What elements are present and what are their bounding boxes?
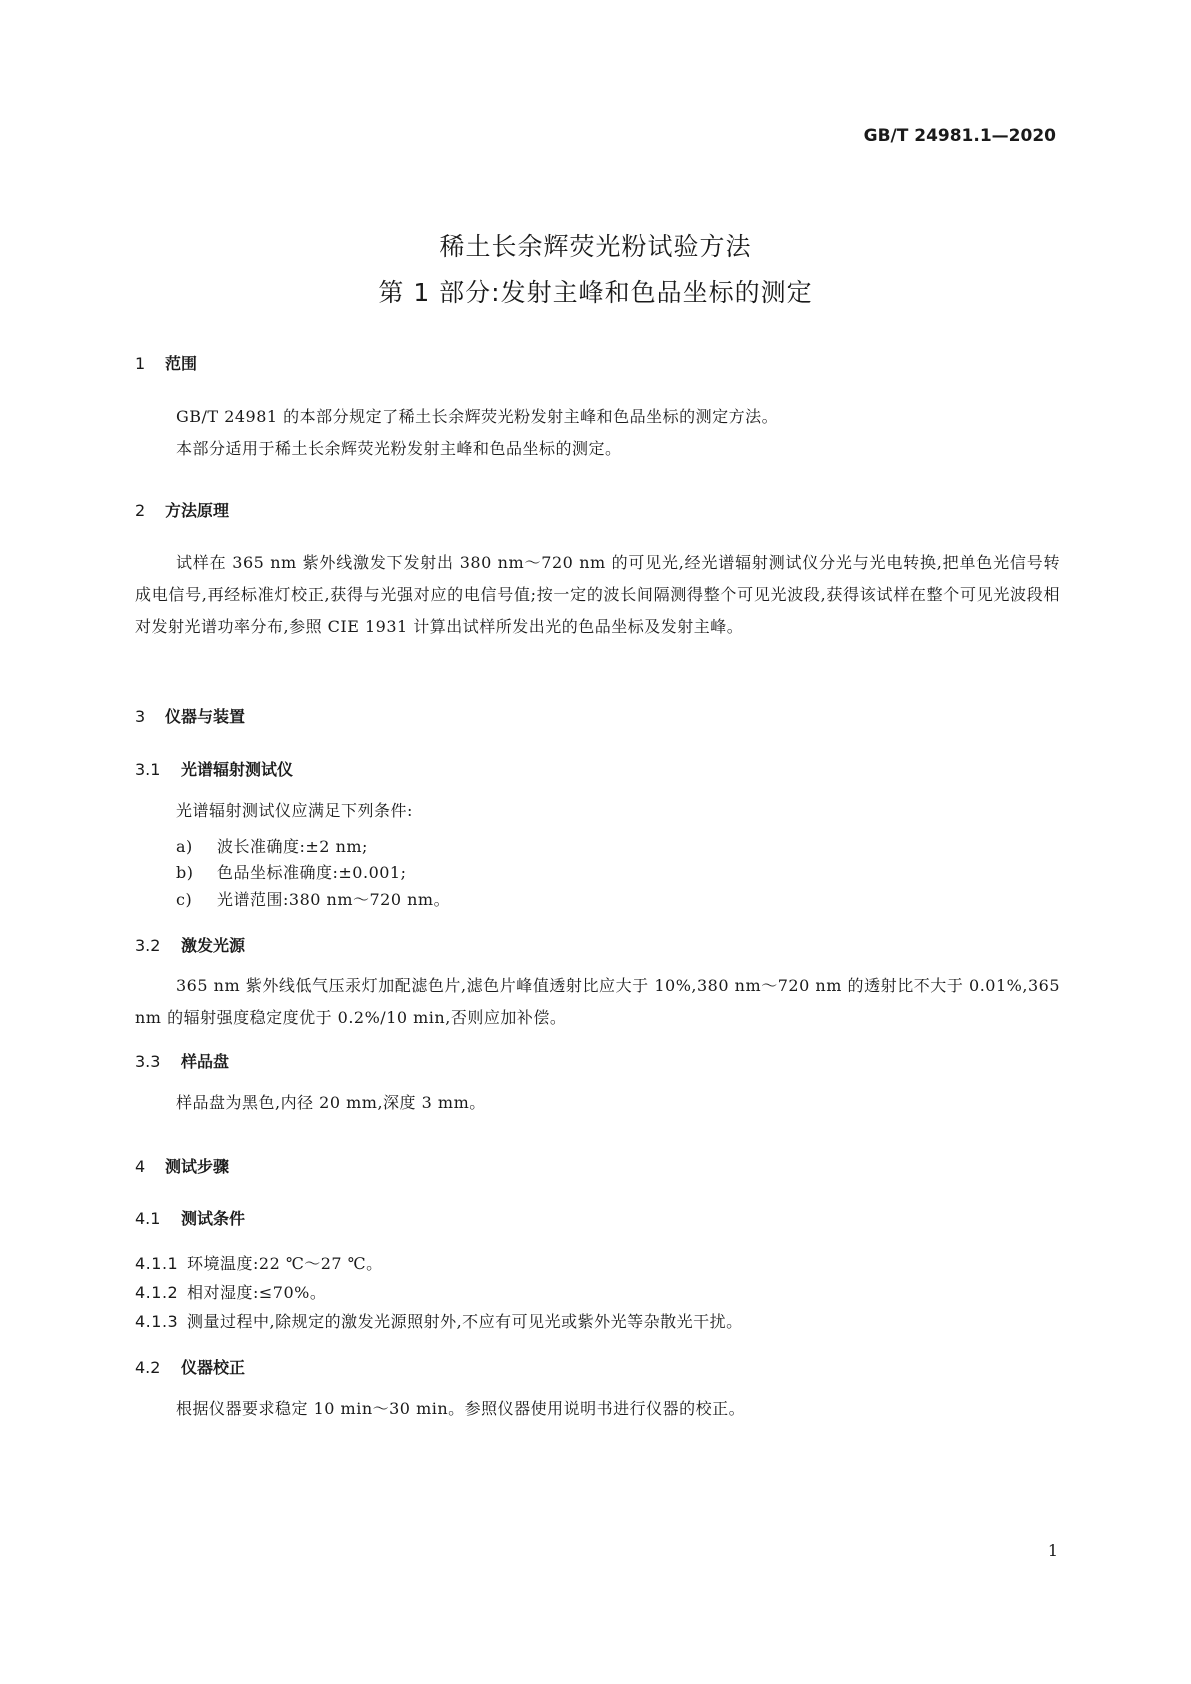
section-title: 范围 [165, 354, 198, 373]
clause-text: 相对湿度:≤70%。 [187, 1283, 327, 1302]
section-number: 4.1 [135, 1209, 161, 1228]
section-number: 4 [135, 1157, 146, 1176]
section-title: 光谱辐射测试仪 [181, 760, 294, 779]
section-3-3-paragraph: 样品盘为黑色,内径 20 mm,深度 3 mm。 [176, 1093, 486, 1112]
section-3-3-heading [135, 1049, 229, 1072]
clause-text: 测量过程中,除规定的激发光源照射外,不应有可见光或紫外光等杂散光干扰。 [187, 1312, 743, 1331]
list-item-label: a) [176, 837, 193, 856]
section-title: 激发光源 [181, 936, 246, 955]
section-1-paragraph-1: GB/T 24981 的本部分规定了稀土长余辉荧光粉发射主峰和色品坐标的测定方法。 [176, 407, 779, 426]
list-item [176, 887, 450, 910]
page-number: 1 [1047, 1541, 1058, 1560]
section-title: 测试步骤 [165, 1157, 230, 1176]
section-4-1-heading [135, 1206, 245, 1229]
clause-text: 环境温度:22 ℃～27 ℃。 [187, 1254, 383, 1273]
section-number: 3.2 [135, 936, 161, 955]
standard-number: GB/T 24981.1—2020 [863, 126, 1056, 146]
clause-number: 4.1.1 [135, 1254, 179, 1273]
clause-item [135, 1309, 743, 1332]
section-title: 方法原理 [165, 501, 230, 520]
section-1-paragraph-2: 本部分适用于稀土长余辉荧光粉发射主峰和色品坐标的测定。 [176, 439, 622, 458]
clause-number: 4.1.3 [135, 1312, 179, 1331]
clause-item [135, 1251, 383, 1274]
section-number: 3.3 [135, 1052, 161, 1071]
section-3-2-heading [135, 933, 245, 956]
section-number: 1 [135, 354, 146, 373]
list-item-text: 波长准确度:±2 nm; [217, 837, 368, 856]
section-title: 仪器校正 [181, 1358, 246, 1377]
section-number: 3 [135, 707, 146, 726]
list-item [176, 834, 368, 857]
section-number: 4.2 [135, 1358, 161, 1377]
list-item-label: c) [176, 890, 193, 909]
section-3-1-intro: 光谱辐射测试仪应满足下列条件: [176, 801, 413, 820]
list-item [176, 860, 407, 883]
section-3-2-paragraph: 365 nm 紫外线低气压汞灯加配滤色片,滤色片峰值透射比应大于 10%,380 nm～720 nm 的透射比不大于 0.01%,365 nm 的辐射强度稳定度优于 0.2%/10 min,否则应加补偿。 [135, 976, 1060, 1027]
section-4-heading [135, 1154, 229, 1177]
section-number: 3.1 [135, 760, 161, 779]
section-title: 仪器与装置 [165, 707, 246, 726]
section-4-2-heading [135, 1355, 245, 1378]
document-title-line-1: 稀土长余辉荧光粉试验方法 [439, 232, 752, 261]
list-item-text: 色品坐标准确度:±0.001; [217, 863, 407, 882]
clause-number: 4.1.2 [135, 1283, 179, 1302]
section-3-1-heading [135, 757, 293, 780]
section-2-paragraph: 试样在 365 nm 紫外线激发下发射出 380 nm～720 nm 的可见光,经光谱辐射测试仪分光与光电转换,把单色光信号转成电信号,再经标准灯校正,获得与光强对应的电信号值;按一定的波长间隔测得整个可见光波段,获得该试样在整个可见光波段相对发射光谱功率分布,参照 CIE 1931 计算出试样所发出光的色品坐标及发射主峰。 [135, 553, 1060, 636]
list-item-label: b) [176, 863, 194, 882]
section-number: 2 [135, 501, 146, 520]
section-title: 样品盘 [181, 1052, 230, 1071]
section-title: 测试条件 [181, 1209, 246, 1228]
section-4-2-paragraph: 根据仪器要求稳定 10 min～30 min。参照仪器使用说明书进行仪器的校正。 [176, 1399, 746, 1418]
list-item-text: 光谱范围:380 nm～720 nm。 [217, 890, 451, 909]
section-3-heading [135, 704, 245, 727]
document-title-line-2: 第 1 部分:发射主峰和色品坐标的测定 [378, 278, 813, 307]
section-2-heading [135, 498, 229, 521]
section-1-heading [135, 351, 197, 374]
clause-item [135, 1280, 326, 1303]
